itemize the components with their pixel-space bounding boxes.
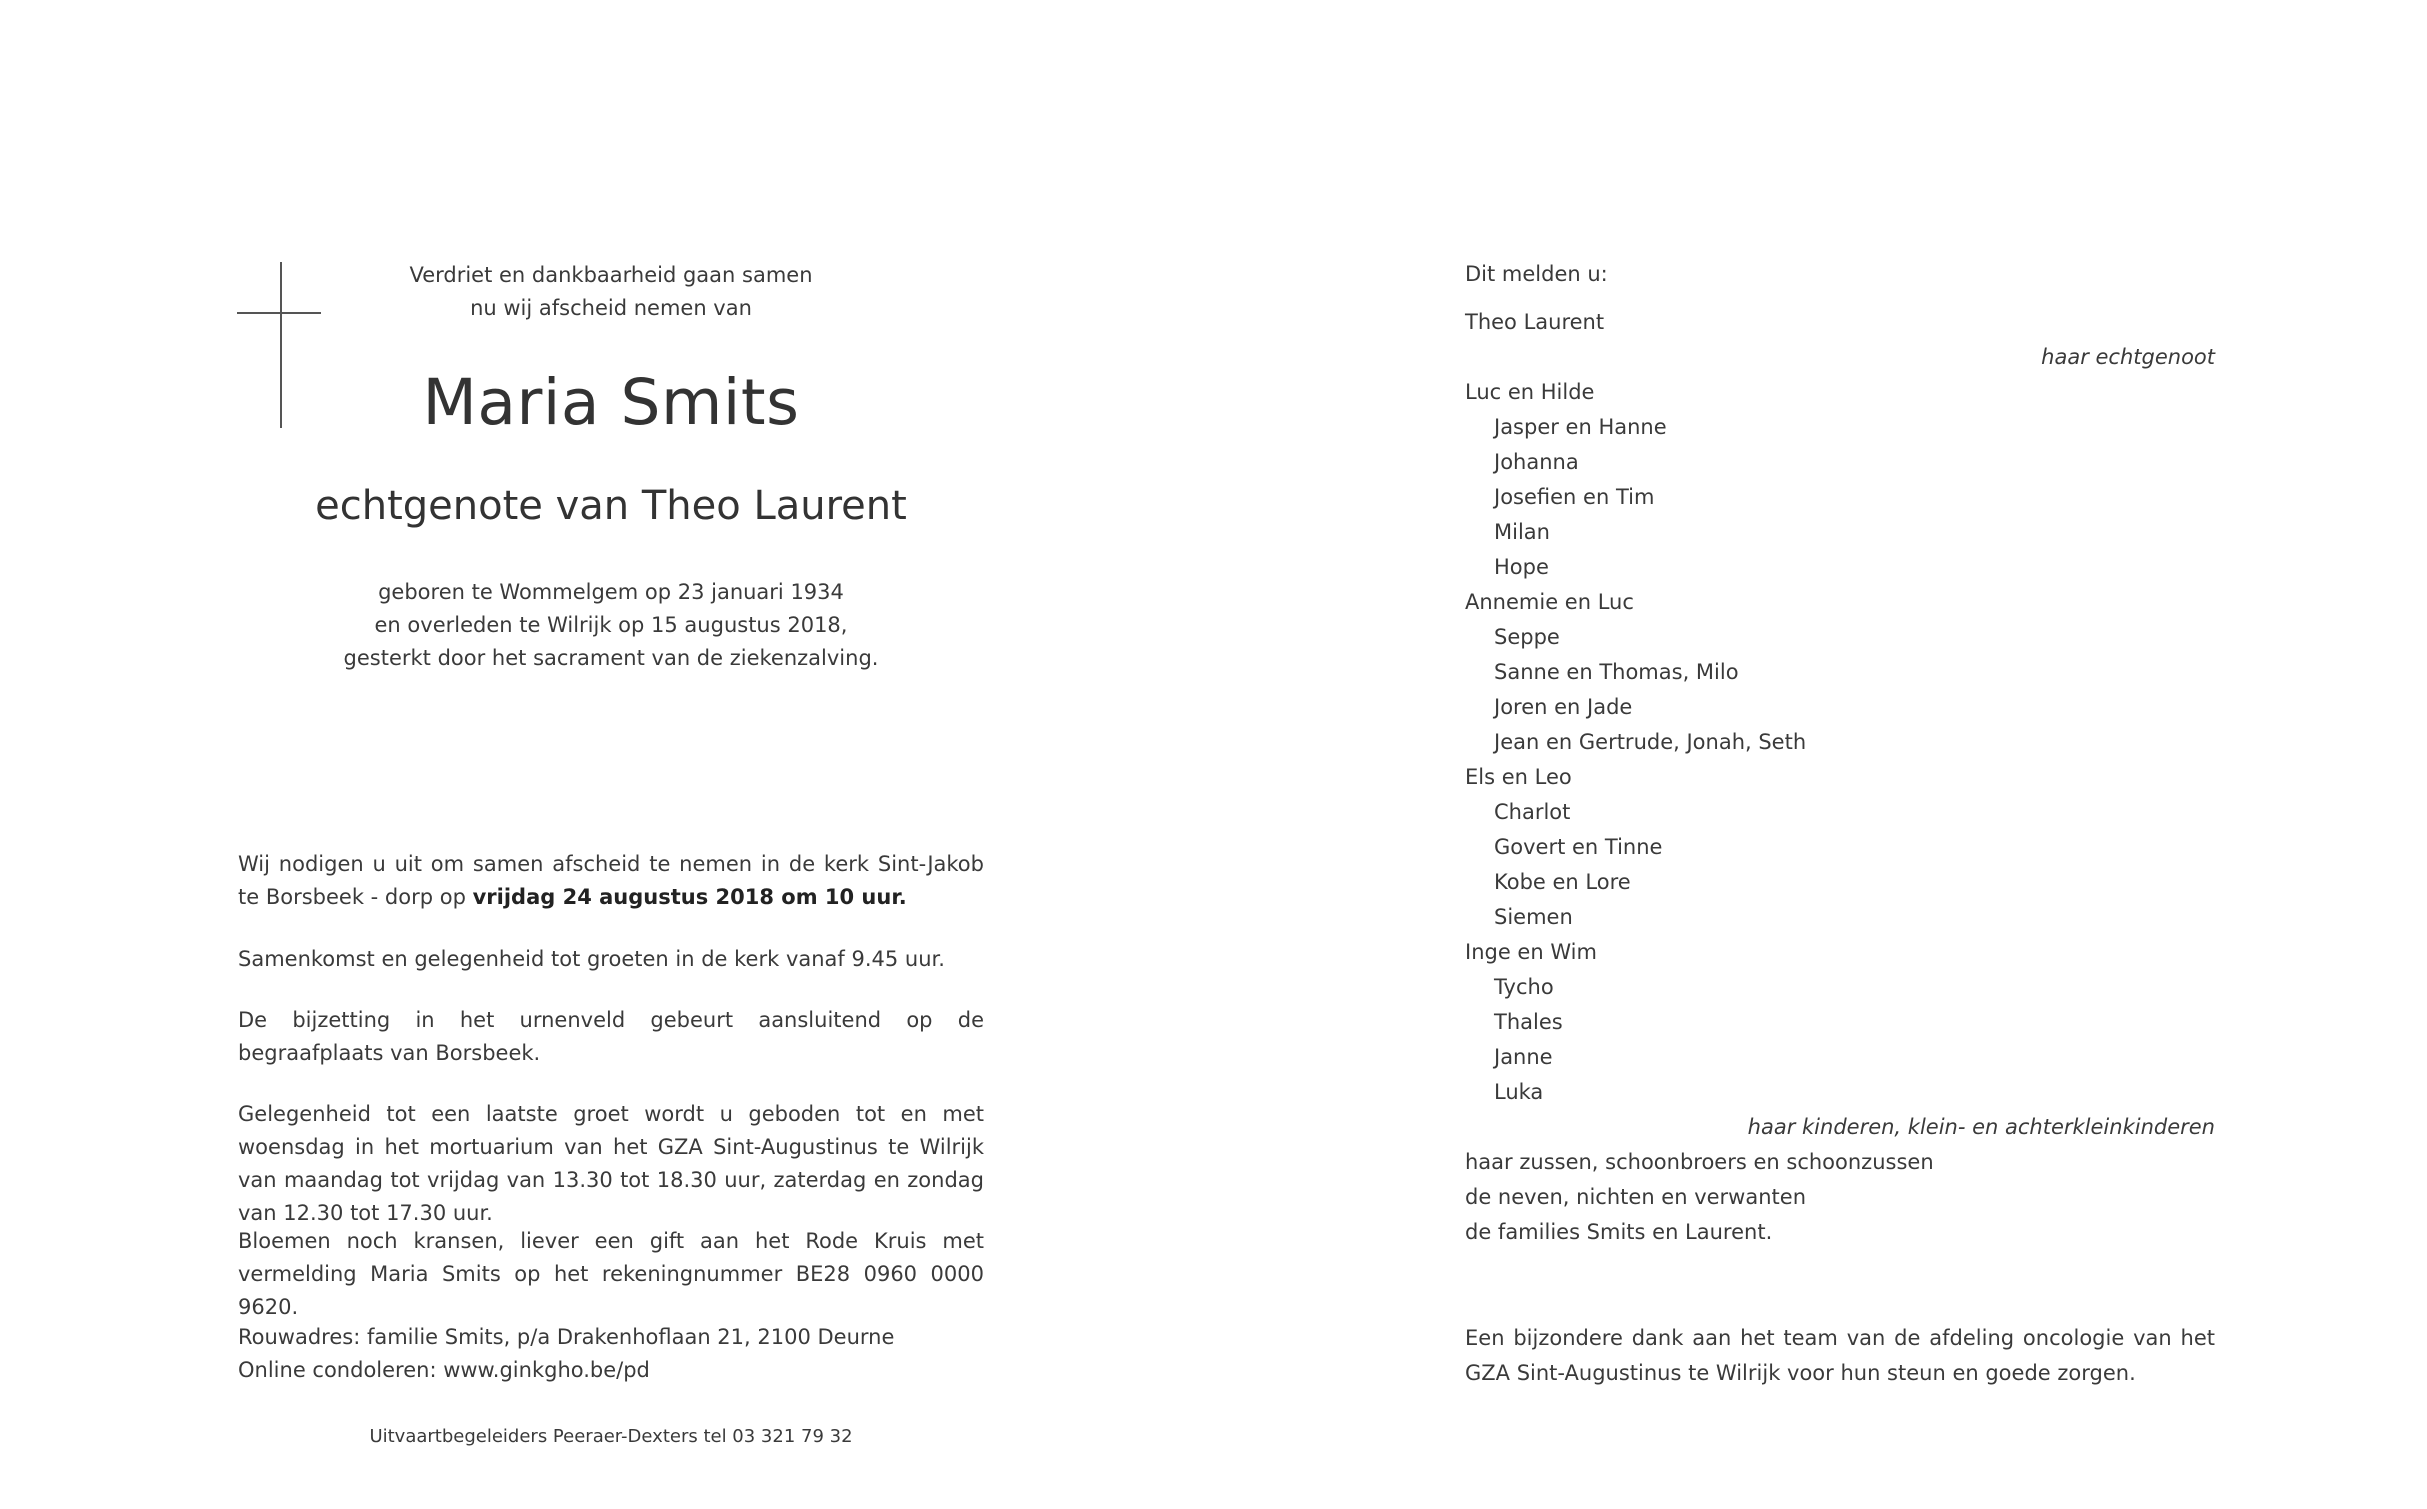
deceased-name: Maria Smits [422, 366, 800, 439]
announce-label: Dit melden u: [1465, 262, 1608, 286]
grandchild-name: Jean en Gertrude, Jonah, Seth [1494, 730, 1807, 754]
child-name: Annemie en Luc [1465, 590, 1634, 614]
husband-name: Theo Laurent [1465, 310, 1605, 334]
other-family-line: de families Smits en Laurent. [1465, 1220, 1773, 1244]
birth-details [230, 576, 992, 675]
child-name: Els en Leo [1465, 765, 1572, 789]
contact-block [238, 1321, 984, 1387]
grandchild-name: Charlot [1494, 800, 1571, 824]
grandchild-name: Jasper en Hanne [1494, 415, 1667, 439]
intro-text [230, 259, 992, 325]
child-name: Luc en Hilde [1465, 380, 1595, 404]
online-condolences: Online condoleren: www.ginkgho.be/pd [238, 1358, 650, 1382]
invitation-text: Wij nodigen u uit om samen afscheid te nemen in de kerk Sint-Jakob te Borsbeek - dorp op [238, 852, 984, 909]
grandchild-name: Luka [1494, 1080, 1544, 1104]
grandchild-name: Seppe [1494, 625, 1560, 649]
intro-line-2: nu wij afscheid nemen van [470, 296, 752, 320]
thanks-paragraph: Een bijzondere dank aan het team van de afdeling oncologie van het GZA Sint-Augustinus te Wilrijk voor hun steun en goede zorgen. [1465, 1326, 2215, 1385]
grandchild-name: Kobe en Lore [1494, 870, 1631, 894]
invitation-date: vrijdag 24 augustus 2018 om 10 uur. [472, 885, 907, 909]
gathering-paragraph [238, 943, 984, 976]
grandchild-name: Janne [1494, 1045, 1553, 1069]
visitation-paragraph [238, 1098, 984, 1230]
other-family-line: haar zussen, schoonbroers en schoonzussen [1465, 1150, 1934, 1174]
birth-line-3: gesterkt door het sacrament van de ziekenzalving. [343, 646, 879, 670]
grandchild-name: Hope [1494, 555, 1549, 579]
grandchild-name: Tycho [1494, 975, 1554, 999]
children-caption: haar kinderen, klein- en achterkleinkinderen [1747, 1115, 2215, 1139]
grandchild-name: Milan [1494, 520, 1550, 544]
gathering-text: Samenkomst en gelegenheid tot groeten in de kerk vanaf 9.45 uur. [238, 947, 945, 971]
mourning-address: Rouwadres: familie Smits, p/a Drakenhoflaan 21, 2100 Deurne [238, 1325, 895, 1349]
grandchild-name: Joren en Jade [1494, 695, 1633, 719]
burial-paragraph [238, 1004, 984, 1070]
family-list [1465, 305, 2215, 1250]
grandchild-name: Thales [1494, 1010, 1563, 1034]
birth-line-1: geboren te Wommelgem op 23 januari 1934 [378, 580, 844, 604]
child-name: Inge en Wim [1465, 940, 1597, 964]
grandchild-name: Siemen [1494, 905, 1573, 929]
grandchild-name: Govert en Tinne [1494, 835, 1663, 859]
birth-line-2: en overleden te Wilrijk op 15 augustus 2018, [374, 613, 848, 637]
burial-text: De bijzetting in het urnenveld gebeurt aansluitend op de begraafplaats van Borsbeek. [238, 1008, 984, 1065]
invitation-paragraph [238, 848, 984, 914]
grandchild-name: Sanne en Thomas, Milo [1494, 660, 1739, 684]
visitation-text: Gelegenheid tot een laatste groet wordt u geboden tot en met woensdag in het mortuarium van het GZA Sint-Augustinus te Wilrijk van maandag tot vrijdag van 13.30 tot 18.30 uur, zaterdag en zondag van 12.30 tot 17.30 uur. [238, 1102, 984, 1225]
spouse-line: echtgenote van Theo Laurent [315, 483, 907, 529]
intro-line-1: Verdriet en dankbaarheid gaan samen [409, 263, 813, 287]
undertaker-info: Uitvaartbegeleiders Peeraer-Dexters tel 03 321 79 32 [369, 1426, 853, 1447]
flowers-paragraph [238, 1225, 984, 1324]
other-family-line: de neven, nichten en verwanten [1465, 1185, 1807, 1209]
husband-caption: haar echtgenoot [2041, 345, 2215, 369]
flowers-text: Bloemen noch kransen, liever een gift aan het Rode Kruis met vermelding Maria Smits op het rekeningnummer BE28 0960 0000 9620. [238, 1229, 984, 1319]
grandchild-name: Johanna [1494, 450, 1579, 474]
grandchild-name: Josefien en Tim [1494, 485, 1655, 509]
